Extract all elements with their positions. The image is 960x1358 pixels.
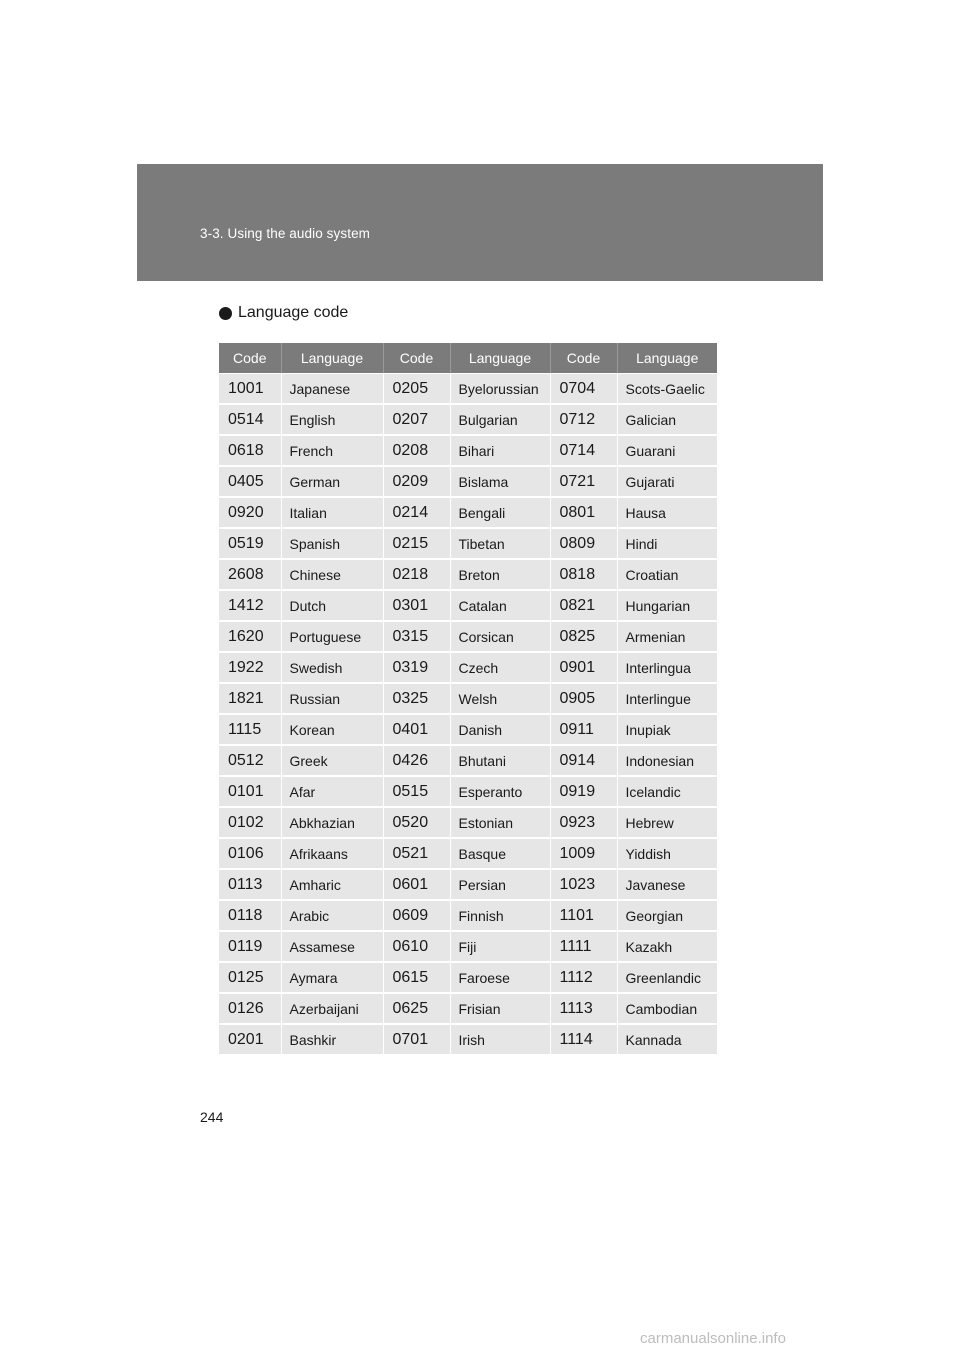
code-cell: 2608 bbox=[219, 559, 281, 590]
table-row bbox=[219, 931, 717, 962]
language-cell: Arabic bbox=[281, 900, 383, 931]
table-row bbox=[219, 745, 717, 776]
language-cell: Persian bbox=[450, 869, 550, 900]
language-cell: Hindi bbox=[617, 528, 717, 559]
code-cell: 0319 bbox=[383, 652, 450, 683]
code-cell: 0215 bbox=[383, 528, 450, 559]
code-cell: 0102 bbox=[219, 807, 281, 838]
code-cell: 0721 bbox=[550, 466, 617, 497]
code-cell: 0201 bbox=[219, 1024, 281, 1055]
code-cell: 0818 bbox=[550, 559, 617, 590]
code-cell: 0207 bbox=[383, 404, 450, 435]
language-cell: Swedish bbox=[281, 652, 383, 683]
code-cell: 1620 bbox=[219, 621, 281, 652]
code-cell: 0615 bbox=[383, 962, 450, 993]
code-cell: 0911 bbox=[550, 714, 617, 745]
code-cell: 0919 bbox=[550, 776, 617, 807]
code-cell: 0610 bbox=[383, 931, 450, 962]
code-cell: 0325 bbox=[383, 683, 450, 714]
table-row bbox=[219, 962, 717, 993]
table-row bbox=[219, 683, 717, 714]
table-row bbox=[219, 652, 717, 683]
code-cell: 0214 bbox=[383, 497, 450, 528]
table-row bbox=[219, 900, 717, 931]
language-cell: Amharic bbox=[281, 869, 383, 900]
language-cell: Esperanto bbox=[450, 776, 550, 807]
code-cell: 0208 bbox=[383, 435, 450, 466]
code-cell: 0515 bbox=[383, 776, 450, 807]
code-cell: 0426 bbox=[383, 745, 450, 776]
language-cell: Byelorussian bbox=[450, 374, 550, 405]
code-cell: 0712 bbox=[550, 404, 617, 435]
language-cell: Aymara bbox=[281, 962, 383, 993]
language-cell: Bislama bbox=[450, 466, 550, 497]
table-row bbox=[219, 466, 717, 497]
code-cell: 1115 bbox=[219, 714, 281, 745]
header-band bbox=[137, 164, 823, 281]
language-cell: Hebrew bbox=[617, 807, 717, 838]
language-cell: Frisian bbox=[450, 993, 550, 1024]
language-cell: German bbox=[281, 466, 383, 497]
code-cell: 0113 bbox=[219, 869, 281, 900]
code-cell: 0301 bbox=[383, 590, 450, 621]
language-cell: Kazakh bbox=[617, 931, 717, 962]
code-cell: 0914 bbox=[550, 745, 617, 776]
language-cell: Corsican bbox=[450, 621, 550, 652]
language-cell: Guarani bbox=[617, 435, 717, 466]
language-cell: Fiji bbox=[450, 931, 550, 962]
language-cell: Cambodian bbox=[617, 993, 717, 1024]
code-cell: 0218 bbox=[383, 559, 450, 590]
language-cell: Scots-Gaelic bbox=[617, 374, 717, 405]
language-cell: Javanese bbox=[617, 869, 717, 900]
language-cell: Inupiak bbox=[617, 714, 717, 745]
code-cell: 0101 bbox=[219, 776, 281, 807]
bullet-icon bbox=[219, 307, 232, 320]
language-cell: Icelandic bbox=[617, 776, 717, 807]
language-cell: Greenlandic bbox=[617, 962, 717, 993]
code-cell: 0401 bbox=[383, 714, 450, 745]
code-cell: 1001 bbox=[219, 374, 281, 405]
code-cell: 1821 bbox=[219, 683, 281, 714]
code-cell: 0901 bbox=[550, 652, 617, 683]
language-cell: Croatian bbox=[617, 559, 717, 590]
table-row bbox=[219, 993, 717, 1024]
code-cell: 1023 bbox=[550, 869, 617, 900]
page-number: 244 bbox=[200, 1109, 224, 1125]
code-cell: 0521 bbox=[383, 838, 450, 869]
language-cell: Irish bbox=[450, 1024, 550, 1055]
code-cell: 0119 bbox=[219, 931, 281, 962]
code-cell: 1922 bbox=[219, 652, 281, 683]
code-cell: 0701 bbox=[383, 1024, 450, 1055]
language-cell: English bbox=[281, 404, 383, 435]
language-cell: Yiddish bbox=[617, 838, 717, 869]
language-cell: Finnish bbox=[450, 900, 550, 931]
language-cell: Armenian bbox=[617, 621, 717, 652]
table-row bbox=[219, 404, 717, 435]
language-cell: Gujarati bbox=[617, 466, 717, 497]
code-cell: 1009 bbox=[550, 838, 617, 869]
code-cell: 1114 bbox=[550, 1024, 617, 1055]
code-cell: 1113 bbox=[550, 993, 617, 1024]
language-cell: Azerbaijani bbox=[281, 993, 383, 1024]
language-cell: Italian bbox=[281, 497, 383, 528]
language-cell: Czech bbox=[450, 652, 550, 683]
language-cell: Breton bbox=[450, 559, 550, 590]
table-row bbox=[219, 621, 717, 652]
language-cell: Galician bbox=[617, 404, 717, 435]
code-cell: 0126 bbox=[219, 993, 281, 1024]
table-row bbox=[219, 714, 717, 745]
code-cell: 0405 bbox=[219, 466, 281, 497]
code-cell: 0512 bbox=[219, 745, 281, 776]
language-cell: Welsh bbox=[450, 683, 550, 714]
language-cell: Afrikaans bbox=[281, 838, 383, 869]
code-cell: 0209 bbox=[383, 466, 450, 497]
code-cell: 0618 bbox=[219, 435, 281, 466]
code-cell: 0821 bbox=[550, 590, 617, 621]
language-cell: Russian bbox=[281, 683, 383, 714]
code-cell: 0825 bbox=[550, 621, 617, 652]
language-cell: Chinese bbox=[281, 559, 383, 590]
language-cell: Dutch bbox=[281, 590, 383, 621]
table-row bbox=[219, 435, 717, 466]
section-heading-text: Language code bbox=[238, 304, 349, 321]
table-row bbox=[219, 838, 717, 869]
language-cell: Portuguese bbox=[281, 621, 383, 652]
code-cell: 0809 bbox=[550, 528, 617, 559]
code-cell: 0609 bbox=[383, 900, 450, 931]
table-header-row bbox=[219, 343, 717, 374]
code-cell: 0714 bbox=[550, 435, 617, 466]
language-cell: Bhutani bbox=[450, 745, 550, 776]
language-cell: French bbox=[281, 435, 383, 466]
table-row bbox=[219, 374, 717, 405]
language-cell: Indonesian bbox=[617, 745, 717, 776]
code-cell: 1111 bbox=[550, 931, 617, 962]
section-title: 3-3. Using the audio system bbox=[200, 226, 371, 241]
code-cell: 0125 bbox=[219, 962, 281, 993]
language-cell: Georgian bbox=[617, 900, 717, 931]
table-row bbox=[219, 528, 717, 559]
code-cell: 0106 bbox=[219, 838, 281, 869]
code-cell: 1412 bbox=[219, 590, 281, 621]
code-cell: 0920 bbox=[219, 497, 281, 528]
language-cell: Tibetan bbox=[450, 528, 550, 559]
watermark: carmanualsonline.info bbox=[640, 1330, 786, 1347]
code-cell: 0601 bbox=[383, 869, 450, 900]
column-header: Language bbox=[450, 343, 550, 374]
column-header: Language bbox=[281, 343, 383, 374]
table-row bbox=[219, 869, 717, 900]
language-cell: Greek bbox=[281, 745, 383, 776]
table-row bbox=[219, 497, 717, 528]
language-cell: Bihari bbox=[450, 435, 550, 466]
language-cell: Bulgarian bbox=[450, 404, 550, 435]
table-row bbox=[219, 559, 717, 590]
language-cell: Danish bbox=[450, 714, 550, 745]
section-heading bbox=[219, 304, 348, 322]
code-cell: 0704 bbox=[550, 374, 617, 405]
language-code-table bbox=[219, 343, 717, 1056]
column-header: Code bbox=[219, 343, 281, 374]
language-cell: Abkhazian bbox=[281, 807, 383, 838]
table-row bbox=[219, 590, 717, 621]
code-cell: 1112 bbox=[550, 962, 617, 993]
language-cell: Korean bbox=[281, 714, 383, 745]
column-header: Language bbox=[617, 343, 717, 374]
language-cell: Interlingue bbox=[617, 683, 717, 714]
code-cell: 0801 bbox=[550, 497, 617, 528]
table-row bbox=[219, 1024, 717, 1055]
language-cell: Basque bbox=[450, 838, 550, 869]
language-cell: Assamese bbox=[281, 931, 383, 962]
code-cell: 0315 bbox=[383, 621, 450, 652]
code-cell: 0118 bbox=[219, 900, 281, 931]
table-row bbox=[219, 776, 717, 807]
language-cell: Spanish bbox=[281, 528, 383, 559]
language-cell: Hausa bbox=[617, 497, 717, 528]
code-cell: 0923 bbox=[550, 807, 617, 838]
language-cell: Japanese bbox=[281, 374, 383, 405]
code-cell: 0625 bbox=[383, 993, 450, 1024]
language-cell: Bashkir bbox=[281, 1024, 383, 1055]
language-cell: Bengali bbox=[450, 497, 550, 528]
column-header: Code bbox=[383, 343, 450, 374]
code-cell: 0905 bbox=[550, 683, 617, 714]
code-cell: 1101 bbox=[550, 900, 617, 931]
language-cell: Kannada bbox=[617, 1024, 717, 1055]
code-cell: 0205 bbox=[383, 374, 450, 405]
language-cell: Estonian bbox=[450, 807, 550, 838]
language-cell: Interlingua bbox=[617, 652, 717, 683]
code-cell: 0514 bbox=[219, 404, 281, 435]
language-cell: Hungarian bbox=[617, 590, 717, 621]
code-cell: 0520 bbox=[383, 807, 450, 838]
language-cell: Faroese bbox=[450, 962, 550, 993]
table-row bbox=[219, 807, 717, 838]
column-header: Code bbox=[550, 343, 617, 374]
language-cell: Afar bbox=[281, 776, 383, 807]
language-cell: Catalan bbox=[450, 590, 550, 621]
code-cell: 0519 bbox=[219, 528, 281, 559]
